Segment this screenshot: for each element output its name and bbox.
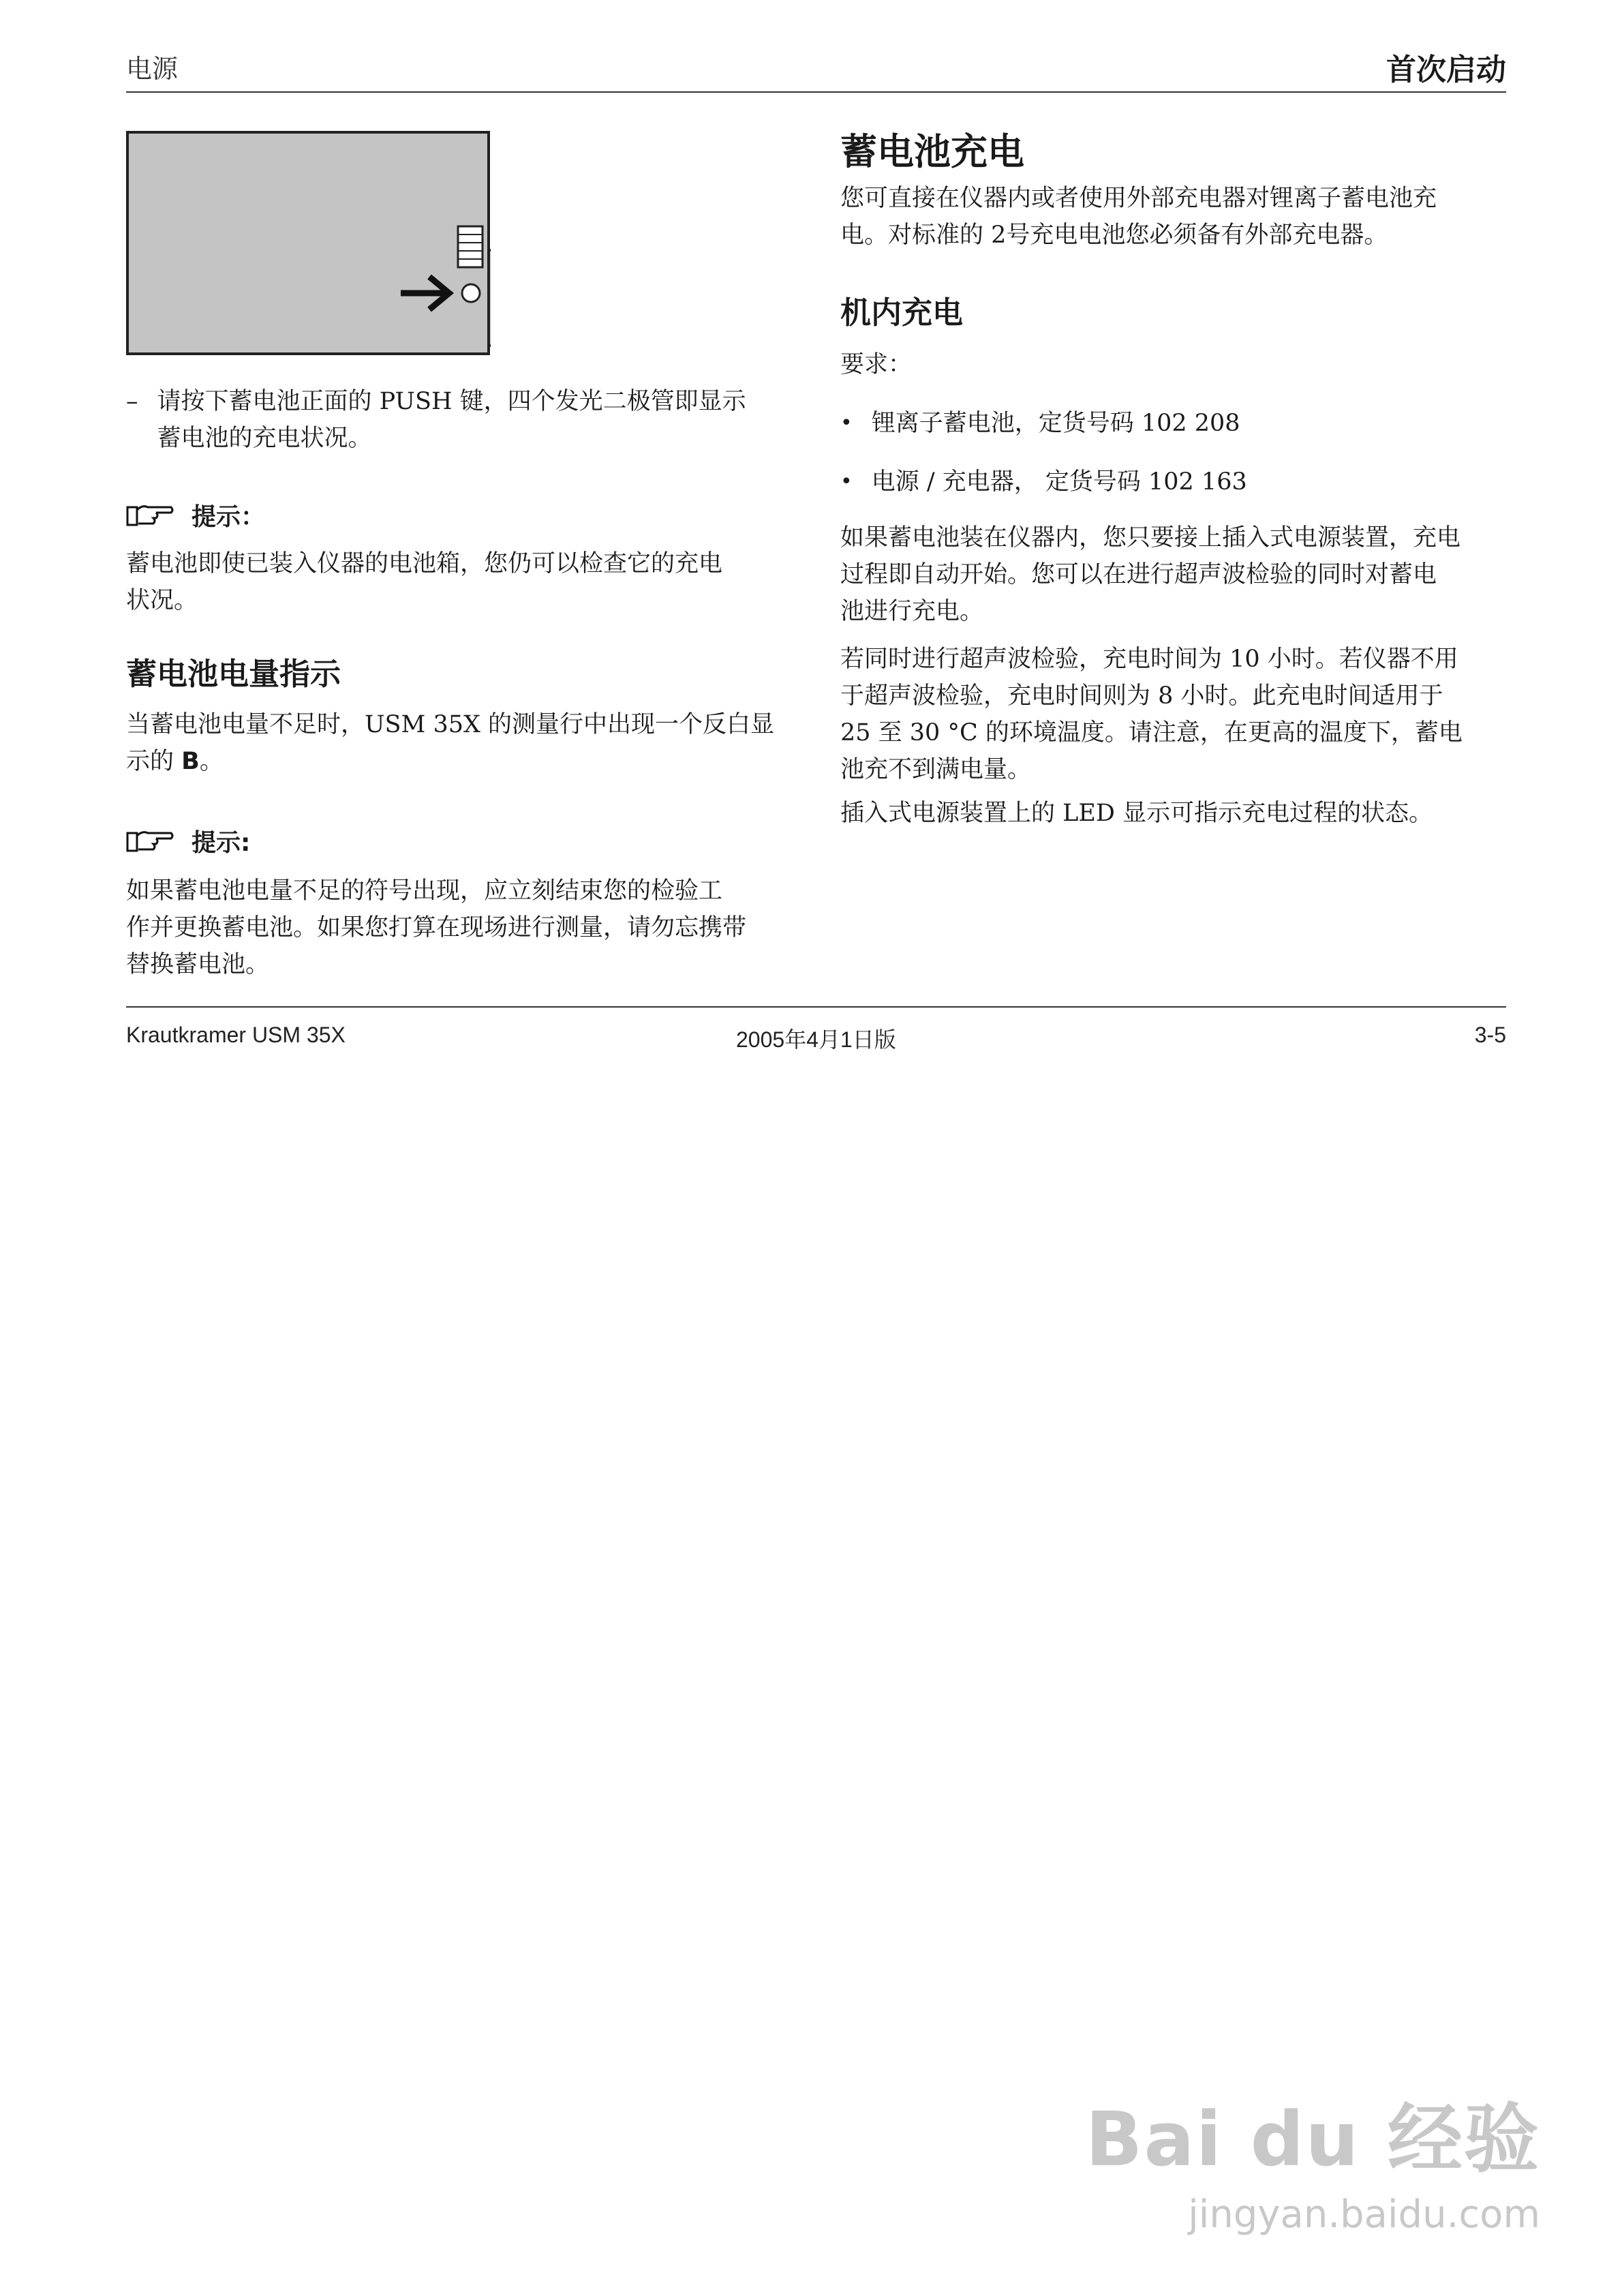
battery-symbol-b: B [181,748,200,775]
requirement-text: 电源 / 充电器， 定货号码 102 163 [871,468,1247,496]
led-indicator-icon [458,226,483,267]
charge-indicator-paragraph [126,706,808,780]
text-fragment: 。 [199,748,224,775]
paragraph-line: 若同时进行超声波检验，充电时间为 10 小时。若仪器不用 [840,646,1458,673]
footer-rule [126,1006,1506,1008]
baidu-watermark [1086,2079,1540,2237]
tip-line: 替换蓄电池。 [126,951,270,978]
paragraph-line: 过程即自动开始。您可以在进行超声波检验的同时对蓄电 [840,561,1437,588]
requirements-label: 要求： [840,351,913,378]
paragraph-line: 如果蓄电池装在仪器内，您只要接上插入式电源装置，充电 [840,524,1461,552]
paragraph-line: 电。对标准的 2号充电电池您必须备有外部充电器。 [840,222,1388,249]
paragraph-line: 25 至 30 °C 的环境温度。请注意，在更高的温度下，蓄电 [840,719,1463,746]
paragraph-line: 于超声波检验，充电时间则为 8 小时。此充电时间适用于 [840,682,1443,710]
tip-line: 作并更换蓄电池。如果您打算在现场进行测量，请勿忘携带 [126,914,747,941]
text-fragment: 示的 [126,748,182,775]
tip-heading-2 [126,824,250,858]
tip-line: 状况。 [126,587,198,614]
header-chapter-title: 首次启动 [1386,52,1506,87]
watermark-logo-text: Bai du 经验 [1085,2096,1540,2183]
pointing-hand-icon [126,826,175,856]
paragraph-line [126,743,808,780]
paragraph-line: 当蓄电池电量不足时，USM 35X 的测量行中出现一个反白显 [126,711,775,738]
footer-page-number: 3-5 [1474,1023,1506,1047]
tip-heading-1 [126,498,265,532]
header-section-label: 电源 [126,54,179,84]
instruction-line: 请按下蓄电池正面的 PUSH 键，四个发光二极管即显示 [157,388,746,415]
tip-label: 提示： [192,503,266,531]
battery-figure [126,131,491,356]
battery-tab [489,250,491,346]
paragraph-line: 您可直接在仪器内或者使用外部充电器对锂离子蓄电池充 [840,185,1437,212]
requirement-item [840,405,1240,442]
auto-charge-paragraph [840,519,1508,630]
footer-edition-date: 2005年4月1日版 [736,1027,896,1052]
sub-heading-internal-charging: 机内充电 [840,294,964,331]
tip-line: 蓄电池即使已装入仪器的电池箱，您仍可以检查它的充电 [126,550,723,577]
watermark-url: jingyan.baidu.com [1188,2192,1540,2237]
footer-product: Krautkramer USM 35X [126,1023,346,1047]
tip-text-1 [126,545,808,619]
section-heading-charge-indicator: 蓄电池电量指示 [126,656,341,692]
tip-line: 如果蓄电池电量不足的符号出现，应立刻结束您的检验工 [126,877,723,905]
header-rule [126,91,1506,93]
intro-paragraph [840,180,1508,254]
pointing-hand-icon [126,500,175,530]
bullet-marker: • [840,411,853,435]
requirement-text: 锂离子蓄电池，定货号码 102 208 [871,410,1240,437]
led-status-paragraph: 插入式电源装置上的 LED 显示可指示充电过程的状态。 [840,800,1433,827]
tip-text-2 [126,873,808,983]
charge-time-paragraph [840,641,1508,788]
push-button-icon [462,284,480,302]
main-heading-battery-charging: 蓄电池充电 [840,130,1024,173]
requirement-item [840,464,1247,500]
instruction-step [126,383,808,457]
paragraph-line: 池进行充电。 [840,598,984,625]
dash-marker: – [126,388,138,415]
tip-label: 提示: [192,829,251,857]
battery-body [127,132,489,354]
paragraph-line: 池充不到满电量。 [840,756,1032,783]
instruction-line: 蓄电池的充电状况。 [157,425,372,452]
bullet-marker: • [840,470,853,494]
